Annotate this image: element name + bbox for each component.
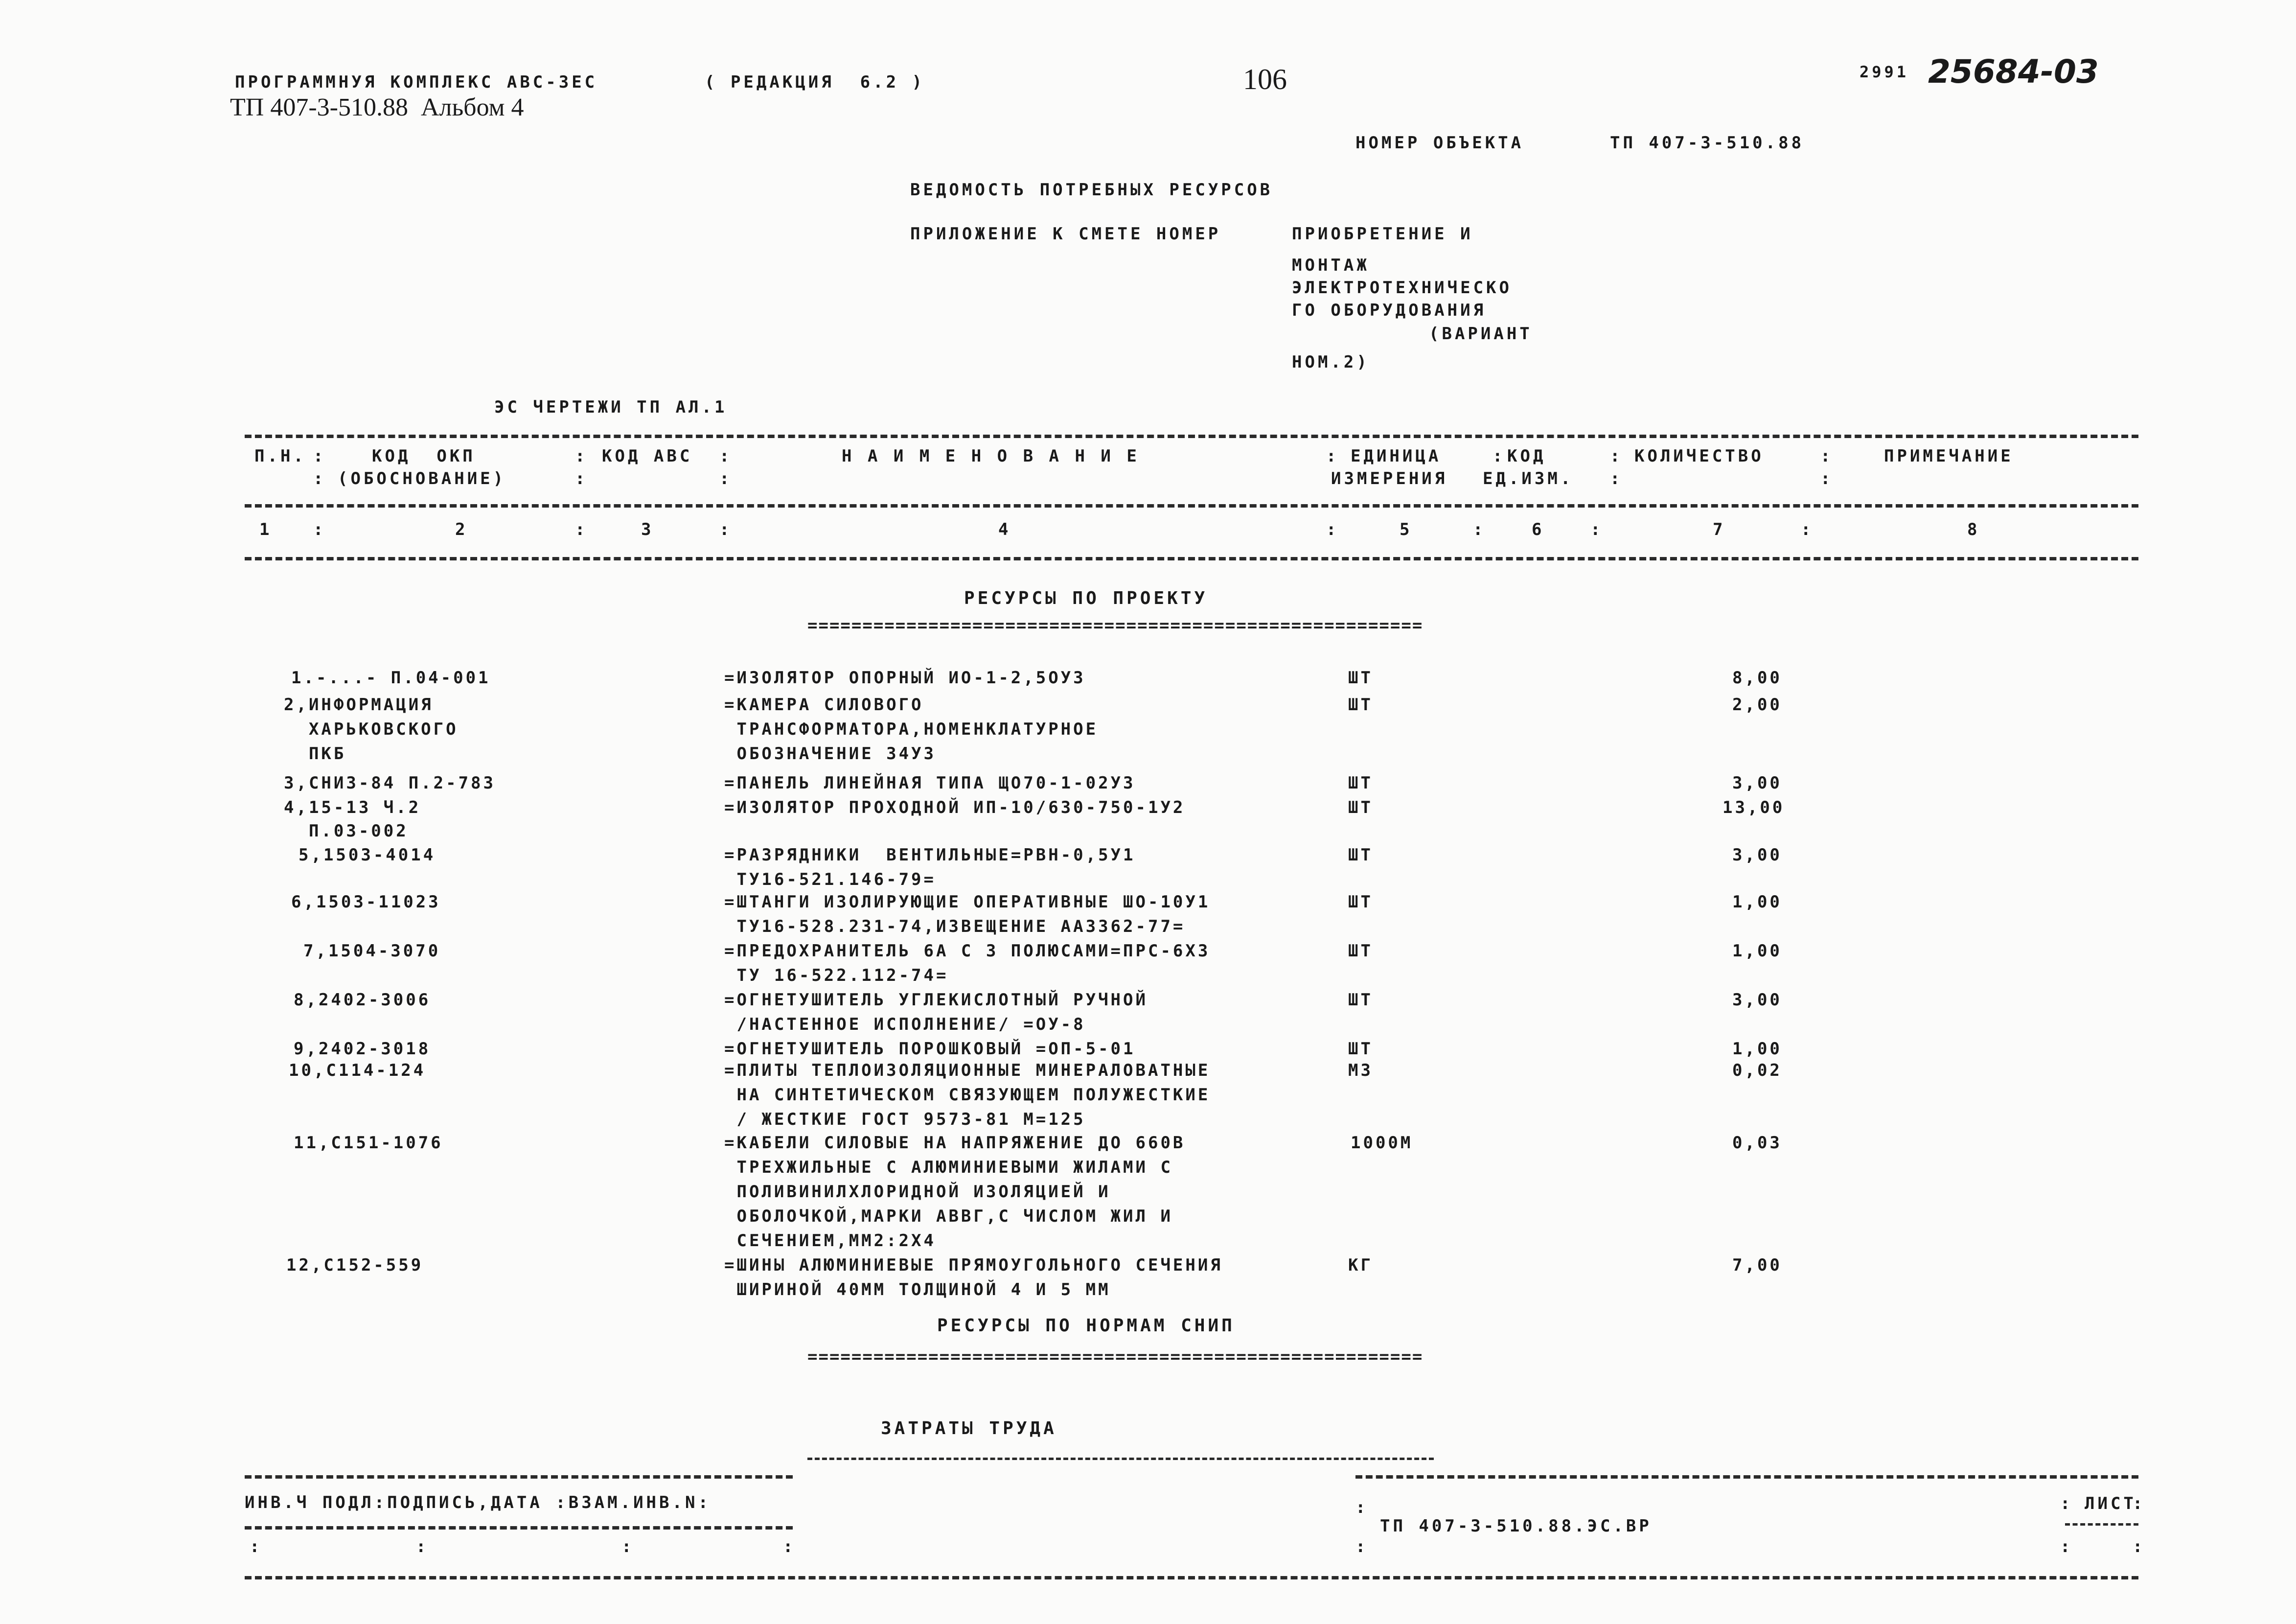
- appendix-label: ПРИЛОЖЕНИЕ К СМЕТЕ НОМЕР: [910, 224, 1221, 244]
- col-num-1: 1: [259, 520, 273, 539]
- section-norms-title: РЕСУРСЫ ПО НОРМАМ СНИП: [937, 1316, 1235, 1336]
- row-name: =ОГНЕТУШИТЕЛЬ ПОРОШКОВЫЙ =ОП-5-01: [724, 1039, 1136, 1059]
- col-num-7: 7: [1713, 520, 1726, 539]
- col-name-header: Н А И М Е Н О В А Н И Е: [842, 446, 1140, 466]
- row-name: ПОЛИВИНИЛХЛОРИДНОЙ ИЗОЛЯЦИЕЙ И: [724, 1182, 1111, 1202]
- row-name: =ПЛИТЫ ТЕПЛОИЗОЛЯЦИОННЫЕ МИНЕРАЛОВАТНЫЕ: [724, 1061, 1211, 1080]
- header-bottom-rule: [245, 557, 2138, 560]
- row-name: =ШТАНГИ ИЗОЛИРУЮЩИЕ ОПЕРАТИВНЫЕ ШО-10У1: [724, 892, 1211, 912]
- row-qty: 3,00: [1732, 990, 1782, 1010]
- row-name: ТРАНСФОРМАТОРА,НОМЕНКЛАТУРНОЕ: [724, 719, 1099, 739]
- row-unit: ШТ: [1348, 892, 1373, 912]
- row-name: НА СИНТЕТИЧЕСКОМ СВЯЗУЮЩЕМ ПОЛУЖЕСТКИЕ: [724, 1085, 1211, 1105]
- edition-label: ( РЕДАКЦИЯ 6.2 ): [705, 72, 925, 92]
- row-code: 1.-...- П.04-001: [291, 668, 491, 688]
- section-project-underline: ========================================================: [807, 616, 1424, 635]
- row-name: СЕЧЕНИЕМ,ММ2:2Х4: [724, 1231, 936, 1251]
- col-quantity-header: КОЛИЧЕСТВО: [1634, 446, 1764, 466]
- row-code: 8,2402-3006: [294, 990, 431, 1010]
- sep: :: [2133, 1537, 2146, 1556]
- col-code-okp-header: КОД ОКП: [372, 446, 476, 466]
- page-number: 106: [1243, 63, 1287, 95]
- row-qty: 0,03: [1732, 1133, 1782, 1153]
- table-top-rule: [245, 435, 2138, 438]
- col-unit-header-2: ИЗМЕРЕНИЯ: [1331, 469, 1448, 488]
- row-name: ШИРИНОЙ 40ММ ТОЛЩИНОЙ 4 И 5 ММ: [724, 1280, 1111, 1299]
- sep: :: [1326, 520, 1339, 539]
- sep: :: [783, 1537, 796, 1556]
- row-name: =КАБЕЛИ СИЛОВЫЕ НА НАПРЯЖЕНИЕ ДО 660В: [724, 1133, 1186, 1153]
- signature-header: ИНВ.Ч ПОДЛ:ПОДПИСЬ,ДАТА :ВЗАМ.ИНВ.N:: [245, 1493, 711, 1512]
- row-unit: ШТ: [1348, 773, 1373, 793]
- row-unit: ШТ: [1348, 798, 1373, 817]
- row-code: П.03-002: [284, 821, 409, 841]
- row-unit: ШТ: [1348, 845, 1373, 865]
- footer-left-mid-rule: [245, 1526, 793, 1530]
- row-qty: 13,00: [1722, 798, 1785, 817]
- appendix-value-6: НОМ.2): [1292, 352, 1370, 372]
- row-name: ТУ16-528.231-74,ИЗВЕЩЕНИЕ АА3362-77=: [724, 917, 1186, 936]
- col-pn-header: П.Н.: [254, 446, 306, 466]
- row-code: 7,1504-3070: [303, 941, 441, 961]
- row-qty: 3,00: [1732, 773, 1782, 793]
- sep: :: [313, 469, 326, 488]
- appendix-value-3: ЭЛЕКТРОТЕХНИЧЕСКО: [1292, 278, 1512, 298]
- row-name: ОБОЛОЧКОЙ,МАРКИ АВВГ,С ЧИСЛОМ ЖИЛ И: [724, 1206, 1173, 1226]
- col-num-2: 2: [455, 520, 468, 539]
- col-num-3: 3: [641, 520, 654, 539]
- row-name: =РАЗРЯДНИКИ ВЕНТИЛЬНЫЕ=РВН-0,5У1: [724, 845, 1136, 865]
- row-name: =ИЗОЛЯТОР ОПОРНЫЙ ИО-1-2,5ОУЗ: [724, 668, 1086, 688]
- sep: :: [1801, 520, 1814, 539]
- col-num-8: 8: [1967, 520, 1980, 539]
- sep: :: [575, 520, 588, 539]
- row-unit: КГ: [1348, 1255, 1373, 1275]
- row-name: ТРЕХЖИЛЬНЫЕ С АЛЮМИНИЕВЫМИ ЖИЛАМИ С: [724, 1158, 1173, 1177]
- stamp-number: 25684-03: [1928, 53, 2099, 91]
- sep: :: [1473, 520, 1486, 539]
- sheet-cell-rule: [2065, 1523, 2138, 1526]
- album-line: ТП 407-3-510.88 Альбом 4: [230, 93, 524, 121]
- sep: :: [575, 446, 588, 466]
- row-qty: 0,02: [1732, 1061, 1782, 1080]
- row-name: /НАСТЕННОЕ ИСПОЛНЕНИЕ/ =ОУ-8: [724, 1015, 1086, 1034]
- col-unit-header: ЕДИНИЦА: [1351, 446, 1442, 466]
- header-rule: [245, 504, 2138, 508]
- col-num-4: 4: [998, 520, 1011, 539]
- row-unit: ШТ: [1348, 668, 1373, 688]
- row-code: 10,С114-124: [289, 1061, 426, 1080]
- object-value: ТП 407-3-510.88: [1610, 133, 1805, 153]
- row-name: =КАМЕРА СИЛОВОГО: [724, 695, 924, 715]
- section-project-title: РЕСУРСЫ ПО ПРОЕКТУ: [964, 588, 1208, 608]
- sep: :: [1610, 469, 1623, 488]
- sep: :: [2133, 1494, 2146, 1513]
- row-unit: 1000М: [1351, 1133, 1413, 1153]
- col-justification-header: (ОБОСНОВАНИЕ): [338, 469, 506, 488]
- row-code: ХАРЬКОВСКОГО: [284, 719, 459, 739]
- doc-code: ТП 407-3-510.88.ЭС.ВР: [1380, 1516, 1652, 1536]
- appendix-value-5: (ВАРИАНТ: [1429, 324, 1533, 344]
- sep: :: [1820, 469, 1834, 488]
- row-qty: 1,00: [1732, 1039, 1782, 1059]
- sep: :: [719, 469, 733, 488]
- sep: :: [1610, 446, 1623, 466]
- row-qty: 2,00: [1732, 695, 1782, 715]
- sep: :: [1820, 446, 1834, 466]
- row-code: 4,15-13 Ч.2: [284, 798, 421, 817]
- row-code: 5,1503-4014: [298, 845, 436, 865]
- footer-left-top-rule: [245, 1475, 793, 1479]
- section-norms-underline: ========================================================: [807, 1347, 1424, 1367]
- row-code: ПКБ: [284, 744, 346, 764]
- row-unit: ШТ: [1348, 1039, 1373, 1059]
- col-num-5: 5: [1400, 520, 1413, 539]
- sep: :: [250, 1537, 263, 1556]
- row-qty: 3,00: [1732, 845, 1782, 865]
- footer-bottom-rule: [245, 1576, 2138, 1579]
- row-qty: 1,00: [1732, 941, 1782, 961]
- col-note-header: ПРИМЕЧАНИЕ: [1884, 446, 2014, 466]
- sep: :: [1492, 446, 1506, 466]
- row-code: 2,ИНФОРМАЦИЯ: [284, 695, 434, 715]
- drawings-label: ЭС ЧЕРТЕЖИ ТП АЛ.1: [494, 397, 728, 417]
- sep: :: [1590, 520, 1604, 539]
- sep: :: [2060, 1537, 2073, 1556]
- section-labor-underline: [807, 1458, 1434, 1460]
- stamp-prefix: 2991: [1860, 63, 1909, 81]
- sep: :: [575, 469, 588, 488]
- row-name: ТУ16-521.146-79=: [724, 870, 936, 889]
- appendix-value-2: МОНТАЖ: [1292, 255, 1370, 275]
- sep: :: [1355, 1498, 1369, 1517]
- row-name: / ЖЕСТКИЕ ГОСТ 9573-81 М=125: [724, 1110, 1086, 1129]
- row-qty: 7,00: [1732, 1255, 1782, 1275]
- col-num-6: 6: [1532, 520, 1545, 539]
- sep: :: [621, 1537, 635, 1556]
- col-code-unit-header-2: ЕД.ИЗМ.: [1483, 469, 1574, 488]
- row-qty: 8,00: [1732, 668, 1782, 688]
- footer-right-top-rule: [1355, 1475, 2138, 1479]
- appendix-value-1: ПРИОБРЕТЕНИЕ И: [1292, 224, 1473, 244]
- statement-title: ВЕДОМОСТЬ ПОТРЕБНЫХ РЕСУРСОВ: [910, 180, 1273, 200]
- program-line: ПРОГРАММНУЯ КОМПЛЕКС АВС-ЗЕС: [235, 72, 598, 92]
- row-code: 6,1503-11023: [291, 892, 441, 912]
- sep: :: [719, 520, 733, 539]
- row-unit: М3: [1348, 1061, 1373, 1080]
- row-unit: ШТ: [1348, 990, 1373, 1010]
- sep: :: [313, 520, 326, 539]
- sep: :: [1326, 446, 1339, 466]
- col-code-unit-header: КОД: [1507, 446, 1546, 466]
- row-code: 12,С152-559: [286, 1255, 424, 1275]
- sheet-label: ЛИСТ: [2085, 1494, 2136, 1513]
- row-name: =ПАНЕЛЬ ЛИНЕЙНАЯ ТИПА ЩО70-1-02УЗ: [724, 773, 1136, 793]
- row-name: =ОГНЕТУШИТЕЛЬ УГЛЕКИСЛОТНЫЙ РУЧНОЙ: [724, 990, 1148, 1010]
- row-code: 3,СНИЗ-84 П.2-783: [284, 773, 496, 793]
- row-name: =ШИНЫ АЛЮМИНИЕВЫЕ ПРЯМОУГОЛЬНОГО СЕЧЕНИЯ: [724, 1255, 1223, 1275]
- row-name: ОБОЗНАЧЕНИЕ 34УЗ: [724, 744, 936, 764]
- section-labor-title: ЗАТРАТЫ ТРУДА: [881, 1418, 1057, 1438]
- object-label: НОМЕР ОБЪЕКТА: [1355, 133, 1524, 153]
- row-unit: ШТ: [1348, 695, 1373, 715]
- col-code-abc-header: КОД АВС: [602, 446, 693, 466]
- sep: :: [313, 446, 326, 466]
- sep: :: [2060, 1494, 2073, 1513]
- row-code: 9,2402-3018: [294, 1039, 431, 1059]
- row-unit: ШТ: [1348, 941, 1373, 961]
- row-qty: 1,00: [1732, 892, 1782, 912]
- row-name: =ИЗОЛЯТОР ПРОХОДНОЙ ИП-10/630-750-1У2: [724, 798, 1186, 817]
- row-name: ТУ 16-522.112-74=: [724, 966, 949, 985]
- appendix-value-4: ГО ОБОРУДОВАНИЯ: [1292, 301, 1487, 320]
- row-name: =ПРЕДОХРАНИТЕЛЬ 6А С 3 ПОЛЮСАМИ=ПРС-6Х3: [724, 941, 1211, 961]
- row-code: 11,С151-1076: [294, 1133, 443, 1153]
- sep: :: [416, 1537, 429, 1556]
- sep: :: [719, 446, 733, 466]
- sep: :: [1355, 1537, 1369, 1556]
